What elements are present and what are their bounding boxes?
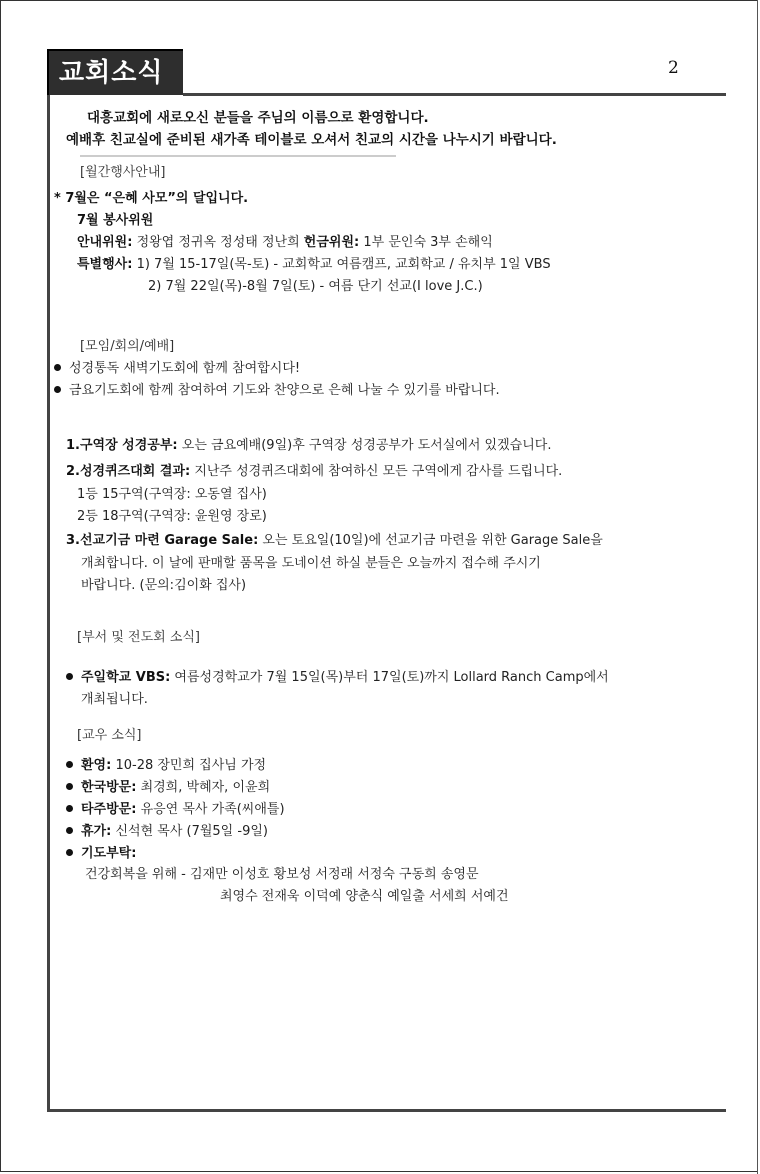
page-edge	[757, 0, 758, 1174]
monthly-heading: [월간행사안내]	[80, 165, 166, 180]
notice-3-line3: 바랍니다. (문의:김이화 집사)	[81, 578, 247, 593]
prayer-request-item: 기도부탁:	[66, 846, 136, 862]
page-number: 2	[668, 58, 679, 78]
bullet-icon	[54, 364, 61, 371]
event-2: 2) 7월 22일(목)-8월 7일(토) - 여름 단기 선교(I love J.C.)	[148, 279, 483, 294]
bullet-icon	[66, 783, 73, 790]
bullet-icon	[66, 761, 73, 768]
welcome-item: 환영: 10-28 장민희 집사님 가정	[66, 758, 266, 774]
content-border-top	[183, 93, 726, 96]
offering-label: 헌금위원:	[303, 235, 360, 250]
bullet-icon	[54, 386, 61, 393]
content-border-left	[47, 95, 50, 1112]
notice-3-line2: 개최합니다. 이 날에 판매할 품목을 도네이션 하실 분들은 오늘까지 접수해 주시기	[81, 556, 541, 571]
prayer-line-2: 최영수 전재욱 이덕예 양춘식 예일출 서세희 서예건	[220, 889, 509, 904]
other-state-visit-item: 타주방문: 유응연 목사 가족(씨애틀)	[66, 802, 285, 818]
prayer-line-1: 건강회복을 위해 - 김재만 이성호 황보성 서정래 서정숙 구동희 송영문	[85, 867, 479, 882]
departments-heading: [부서 및 전도회 소식]	[77, 630, 201, 645]
intro-fellowship: 예배후 친교실에 준비된 새가족 테이블로 오셔서 친교의 시간을 나누시기 바랍니다.	[66, 132, 557, 148]
vbs-line2: 개최됩니다.	[81, 692, 148, 707]
intro-welcome: 대흥교회에 새로오신 분들을 주님의 이름으로 환영합니다.	[87, 110, 429, 126]
vacation-item: 휴가: 신석현 목사 (7월5일 -9일)	[66, 824, 268, 840]
intro-divider	[80, 155, 396, 157]
monthly-lead: * 7월은 “은혜 사모”의 달입니다.	[54, 191, 249, 206]
events-label: 특별행사:	[77, 257, 133, 272]
notice-1: 1.구역장 성경공부: 오는 금요예배(9일)후 구역장 성경공부가 도서실에서 있겠습니다.	[66, 438, 552, 453]
committee-title: 7월 봉사위원	[77, 213, 154, 228]
special-event-row	[77, 257, 551, 273]
ushers-label: 안내위원:	[77, 235, 133, 250]
meeting-item: 성경통독 새벽기도회에 함께 참여합시다!	[54, 361, 300, 377]
korea-visit-item: 한국방문: 최경희, 박혜자, 이윤희	[66, 780, 270, 796]
event-1: 1) 7월 15-17일(목-토) - 교회학교 여름캠프, 교회학교 / 유치부 1일 VBS	[132, 257, 551, 272]
quiz-second-place: 2등 18구역(구역장: 윤원영 장로)	[77, 509, 267, 524]
committee-row	[77, 235, 493, 251]
meeting-item: 금요기도회에 함께 참여하여 기도와 찬양으로 은혜 나눌 수 있기를 바랍니다.	[54, 383, 500, 399]
quiz-first-place: 1등 15구역(구역장: 오동열 집사)	[77, 487, 267, 502]
section-header-tab	[47, 49, 183, 95]
page-title: 교회소식	[59, 58, 164, 88]
notice-2: 2.성경퀴즈대회 결과: 지난주 성경퀴즈대회에 참여하신 모든 구역에게 감사를 드립니다.	[66, 464, 563, 479]
ushers-value: 정왕엽 정귀옥 정성태 정난희	[132, 235, 304, 250]
bullet-icon	[66, 849, 73, 856]
notice-3: 3.선교기금 마련 Garage Sale: 오는 토요일(10일)에 선교기금 마련을 위한 Garage Sale을	[66, 533, 603, 548]
offering-value: 1부 문인숙 3부 손해익	[359, 235, 493, 250]
vbs-notice: 주일학교 VBS: 여름성경학교가 7월 15일(목)부터 17일(토)까지 Lollard Ranch Camp에서	[66, 670, 609, 686]
bullet-icon	[66, 805, 73, 812]
bullet-icon	[66, 827, 73, 834]
bullet-icon	[66, 673, 73, 680]
members-heading: [교우 소식]	[77, 728, 142, 743]
meetings-heading: [모임/회의/예배]	[80, 339, 175, 354]
content-border-bottom	[47, 1109, 726, 1112]
